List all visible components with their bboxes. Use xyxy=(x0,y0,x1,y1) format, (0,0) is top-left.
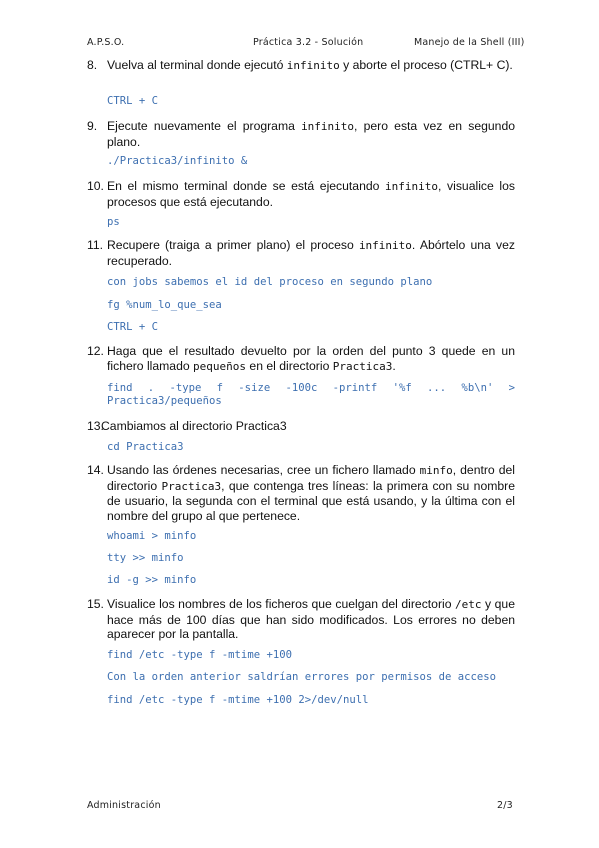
command-line: ./Practica3/infinito & xyxy=(107,155,248,167)
inline-code: minfo xyxy=(419,464,453,477)
question-14: 14. Usando las órdenes necesarias, cree un fichero llamado minfo, dentro del directorio Practica3, que contenga tres líneas: la primera con su nombre de usuario, la segunda con el terminal que está usando, y la última con el nombre del grupo al que pertenece. xyxy=(87,463,515,523)
inline-code: infinito xyxy=(286,59,340,72)
inline-code: pequeños xyxy=(193,359,247,373)
question-15: 15. Visualice los nombres de los ficheros que cuelgan del directorio /etc y que hace más de 100 días que han sido modificados. Los errores no deben aparecer por la pantalla. xyxy=(87,597,515,642)
inline-code: infinito xyxy=(385,180,439,193)
command-line: con jobs sabemos el id del proceso en segundo plano xyxy=(107,276,433,288)
question-number: 9. xyxy=(87,119,98,133)
footer-subject: Administración xyxy=(87,800,161,811)
command-line: fg %num_lo_que_sea xyxy=(107,299,222,311)
inline-code: Practica3 xyxy=(332,359,393,373)
command-line: cd Practica3 xyxy=(107,441,184,453)
question-number: 15. xyxy=(87,597,104,611)
inline-code: infinito xyxy=(301,120,355,133)
question-number: 8. xyxy=(87,58,98,72)
header-title: Práctica 3.2 - Solución xyxy=(253,37,364,48)
command-line: find . -type f -size -100c -printf '%f ... %b\n' > Practica3/pequeños xyxy=(107,382,515,407)
header-course: A.P.S.O. xyxy=(87,37,125,48)
inline-code: Practica3 xyxy=(161,479,222,493)
header-topic: Manejo de la Shell (III) xyxy=(414,37,525,48)
question-11: 11. Recupere (traiga a primer plano) el proceso infinito. Abórtelo una vez recuperado. xyxy=(87,238,515,268)
command-line: find /etc -type f -mtime +100 xyxy=(107,649,292,661)
question-number: 13. xyxy=(87,419,104,433)
question-number: 10. xyxy=(87,179,104,193)
command-line: whoami > minfo xyxy=(107,530,197,542)
question-9: 9. Ejecute nuevamente el programa infinito, pero esta vez en segundo plano. xyxy=(87,119,516,149)
command-line: ps xyxy=(107,216,120,228)
question-number: 11. xyxy=(87,238,104,252)
question-13: 13. Cambiamos al directorio Practica3 xyxy=(87,419,287,433)
command-line: tty >> minfo xyxy=(107,552,184,564)
question-10: 10. En el mismo terminal donde se está ejecutando infinito, visualice los procesos que está ejecutando. xyxy=(87,179,515,209)
command-line: CTRL + C xyxy=(107,95,159,107)
inline-code: /etc xyxy=(455,598,482,611)
command-line: id -g >> minfo xyxy=(107,574,197,586)
command-line: CTRL + C xyxy=(107,321,159,333)
question-12: 12. Haga que el resultado devuelto por la orden del punto 3 quede en un fichero llamado pequeños en el directorio Practica3. xyxy=(87,344,515,373)
inline-code: infinito xyxy=(358,239,412,252)
command-comment: Con la orden anterior saldrían errores por permisos de acceso xyxy=(107,671,497,683)
page-number: 2/3 xyxy=(497,800,513,811)
question-number: 12. xyxy=(87,344,104,358)
question-number: 14. xyxy=(87,463,104,477)
command-line: find /etc -type f -mtime +100 2>/dev/null xyxy=(107,694,369,706)
question-8: 8. Vuelva al terminal donde ejecutó infinito y aborte el proceso (CTRL+ C). xyxy=(87,58,513,72)
